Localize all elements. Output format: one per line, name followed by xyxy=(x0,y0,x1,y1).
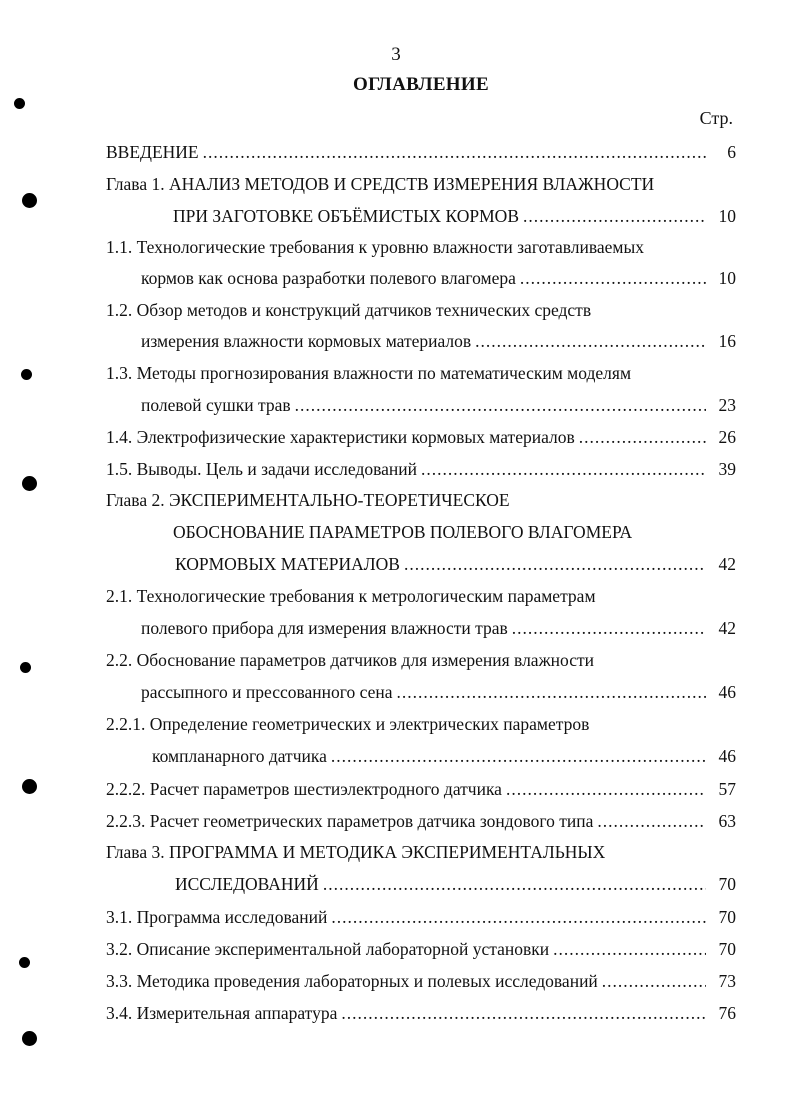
toc-entry-text: 3.1. Программа исследований xyxy=(106,907,328,927)
toc-entry-chapter-1 xyxy=(106,171,746,197)
page-number: 3 xyxy=(391,44,401,65)
dot-leader xyxy=(199,139,706,165)
dot-leader xyxy=(575,424,706,450)
toc-entry-page: 16 xyxy=(718,331,736,351)
toc-entry-chapter-2-cont xyxy=(173,519,746,545)
dot-leader xyxy=(327,743,706,769)
dot-leader xyxy=(393,679,706,705)
toc-entry-text: 2.2.3. Расчет геометрических параметров датчика зондового типа xyxy=(106,811,594,831)
toc-entry-page: 10 xyxy=(718,268,736,288)
dot-leader xyxy=(519,203,706,229)
toc-entry-page: 46 xyxy=(718,682,736,702)
toc-entry-page: 46 xyxy=(718,746,736,766)
toc-entry-chapter-2 xyxy=(106,487,746,513)
dot-leader xyxy=(337,1000,706,1026)
toc-entry-chapter-3 xyxy=(106,839,746,865)
toc-entry-chapter-3-cont xyxy=(175,871,736,897)
binder-hole xyxy=(22,779,37,794)
toc-entry-text: 3.4. Измерительная аппаратура xyxy=(106,1003,338,1023)
toc-entry-page: 26 xyxy=(718,427,736,447)
toc-entry-text: полевого прибора для измерения влажности трав xyxy=(141,618,508,638)
toc-entry-page: 70 xyxy=(718,874,736,894)
toc-entry-text: полевой сушки трав xyxy=(141,395,291,415)
toc-entry-text: измерения влажности кормовых материалов xyxy=(141,331,472,351)
binder-hole xyxy=(21,369,32,380)
binder-hole xyxy=(22,1031,37,1046)
toc-entry-3-1 xyxy=(106,904,736,930)
toc-entry-1-1-cont xyxy=(141,265,736,291)
toc-entry-page: 23 xyxy=(718,395,736,415)
toc-entry-text: 1.1. Технологические требования к уровню влажности заготавливаемых xyxy=(106,237,644,257)
toc-entry-1-5 xyxy=(106,456,736,482)
toc-entry-2-1 xyxy=(106,583,746,609)
toc-entry-1-3 xyxy=(106,360,746,386)
toc-entry-text: Глава 2. ЭКСПЕРИМЕНТАЛЬНО-ТЕОРЕТИЧЕСКОЕ xyxy=(106,490,510,510)
toc-entry-page: 70 xyxy=(718,939,736,959)
toc-entry-page: 42 xyxy=(718,618,736,638)
toc-entry-text: Глава 1. АНАЛИЗ МЕТОДОВ И СРЕДСТВ ИЗМЕРЕНИЯ ВЛАЖНОСТИ xyxy=(106,174,655,194)
toc-entry-text: ИССЛЕДОВАНИЙ xyxy=(175,874,319,894)
toc-entry-2-2-1-cont xyxy=(152,743,736,769)
toc-entry-text: Глава 3. ПРОГРАММА И МЕТОДИКА ЭКСПЕРИМЕНТАЛЬНЫХ xyxy=(106,842,606,862)
toc-entry-text: ПРИ ЗАГОТОВКЕ ОБЪЁМИСТЫХ КОРМОВ xyxy=(173,206,519,226)
toc-entry-page: 63 xyxy=(718,811,736,831)
toc-entry-text: 2.2.2. Расчет параметров шестиэлектродного датчика xyxy=(106,779,502,799)
toc-entry-2-2-2 xyxy=(106,776,736,802)
toc-entry-text: кормов как основа разработки полевого влагомера xyxy=(141,268,516,288)
dot-leader xyxy=(400,551,706,577)
toc-entry-text: 1.3. Методы прогнозирования влажности по математическим моделям xyxy=(106,363,632,383)
toc-entry-chapter-2-cont-2 xyxy=(175,551,736,577)
toc-entry-page: 42 xyxy=(718,554,736,574)
toc-entry-text: 1.5. Выводы. Цель и задачи исследований xyxy=(106,459,418,479)
dot-leader xyxy=(502,776,706,802)
dot-leader xyxy=(593,808,706,834)
toc-entry-1-3-cont xyxy=(141,392,736,418)
toc-entry-3-3 xyxy=(106,968,736,994)
toc-entry-1-4 xyxy=(106,424,736,450)
toc-entry-2-1-cont xyxy=(141,615,736,641)
toc-entry-text: 3.2. Описание экспериментальной лабораторной установки xyxy=(106,939,550,959)
binder-hole xyxy=(22,193,37,208)
toc-entry-3-2 xyxy=(106,936,736,962)
dot-leader xyxy=(319,871,706,897)
toc-entry-2-2-1 xyxy=(106,711,746,737)
toc-entry-text: 1.4. Электрофизические характеристики кормовых материалов xyxy=(106,427,575,447)
toc-entry-1-1 xyxy=(106,234,746,260)
toc-entry-text: ВВЕДЕНИЕ xyxy=(106,142,199,162)
dot-leader xyxy=(598,968,706,994)
dot-leader xyxy=(327,904,706,930)
toc-entry-chapter-1-cont xyxy=(173,203,736,229)
dot-leader xyxy=(417,456,706,482)
toc-entry-page: 73 xyxy=(718,971,736,991)
toc-entry-text: 3.3. Методика проведения лабораторных и полевых исследований xyxy=(106,971,598,991)
dot-leader xyxy=(291,392,706,418)
page-column-header: Стр. xyxy=(699,108,733,128)
toc-entry-1-2-cont xyxy=(141,328,736,354)
toc-entry-text: рассыпного и прессованного сена xyxy=(141,682,393,702)
dot-leader xyxy=(516,265,706,291)
dot-leader xyxy=(508,615,706,641)
toc-entry-page: 57 xyxy=(718,779,736,799)
toc-entry-page: 10 xyxy=(718,206,736,226)
toc-entry-page: 6 xyxy=(727,142,736,162)
toc-entry-text: КОРМОВЫХ МАТЕРИАЛОВ xyxy=(175,554,400,574)
dot-leader xyxy=(549,936,706,962)
toc-entry-text: 1.2. Обзор методов и конструкций датчиков технических средств xyxy=(106,300,592,320)
toc-entry-1-2 xyxy=(106,297,746,323)
binder-hole xyxy=(19,957,30,968)
binder-hole xyxy=(22,476,37,491)
toc-entry-introduction xyxy=(106,139,736,165)
binder-hole xyxy=(20,662,31,673)
toc-entry-text: компланарного датчика xyxy=(152,746,327,766)
toc-entry-page: 76 xyxy=(718,1003,736,1023)
toc-title: ОГЛАВЛЕНИЕ xyxy=(353,74,489,95)
toc-entry-2-2-3 xyxy=(106,808,736,834)
toc-entry-text: ОБОСНОВАНИЕ ПАРАМЕТРОВ ПОЛЕВОГО ВЛАГОМЕРА xyxy=(173,522,633,542)
toc-entry-page: 39 xyxy=(718,459,736,479)
toc-entry-2-2-cont xyxy=(141,679,736,705)
toc-entry-2-2 xyxy=(106,647,746,673)
dot-leader xyxy=(471,328,706,354)
toc-entry-text: 2.1. Технологические требования к метрологическим параметрам xyxy=(106,586,596,606)
toc-entry-3-4 xyxy=(106,1000,736,1026)
toc-entry-text: 2.2.1. Определение геометрических и электрических параметров xyxy=(106,714,590,734)
toc-entry-page: 70 xyxy=(718,907,736,927)
binder-hole xyxy=(14,98,25,109)
toc-entry-text: 2.2. Обоснование параметров датчиков для измерения влажности xyxy=(106,650,594,670)
